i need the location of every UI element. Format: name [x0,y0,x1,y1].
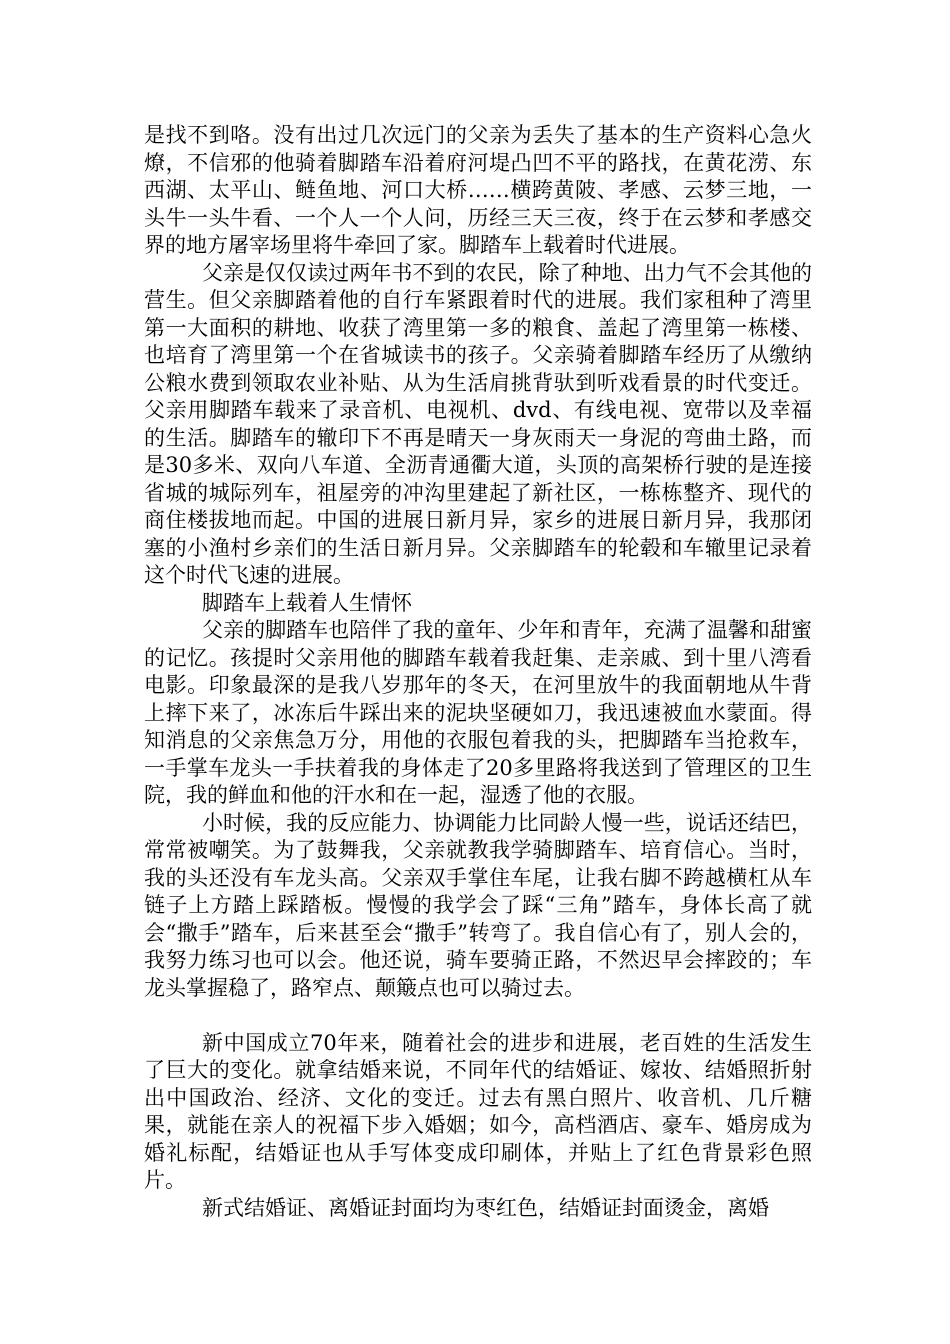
paragraph-7: 新式结婚证、离婚证封面均为枣红色，结婚证封面烫金，离婚 [202,1195,769,1220]
paragraph-1: 是找不到咯。没有出过几次远门的父亲为丢失了基本的生产资料心急火燎，不信邪的他骑着脚踏车沿着府河堤凸凹不平的路找，在黄花涝、东西湖、太平山、鲢鱼地、河口大桥……横跨黄陂、孝感、云梦三地，一头牛一头牛看、一个人一个人问，历经三天三夜，终于在云梦和孝感交界的地方屠宰场里将牛牵回了家。脚踏车上载着时代进展。 [144,123,812,257]
section-heading: 脚踏车上载着人生情怀 [202,590,412,615]
paragraph-2: 父亲是仅仅读过两年书不到的农民，除了种地、出力气不会其他的营生。但父亲脚踏着他的自行车紧跟着时代的进展。我们家租种了湾里第一大面积的耕地、收获了湾里第一多的粮食、盖起了湾里第一栋楼、也培育了湾里第一个在省城读书的孩子。父亲骑着脚踏车经历了从缴纳公粮水费到领取农业补贴、从为生活肩挑背驮到听戏看景的时代变迁。父亲用脚踏车载来了录音机、电视机、dvd、有线电视、宽带以及幸福的生活。脚踏车的辙印下不再是晴天一身灰雨天一身泥的弯曲土路，而是30多米、双向八车道、全沥青通衢大道，头顶的高架桥行驶的是连接省城的城际列车，祖屋旁的冲沟里建起了新社区，一栋栋整齐、现代的商住楼拔地而起。中国的进展日新月异，家乡的进展日新月异，我那闭塞的小渔村乡亲们的生活日新月异。父亲脚踏车的轮毂和车辙里记录着这个时代飞速的进展。 [144,260,812,587]
document-page [144,122,812,1222]
paragraph-5: 小时候，我的反应能力、协调能力比同龄人慢一些，说话还结巴，常常被嘲笑。为了鼓舞我，父亲就教我学骑脚踏车、培育信心。当时，我的头还没有车龙头高。父亲双手掌住车尾，让我右脚不跨越横杠从车链子上方踏上踩踏板。慢慢的我学会了踩“三角”踏车，身体长高了就会“撒手”踏车，后来甚至会“撒手”转弯了。我自信心有了，别人会的，我努力练习也可以会。他还说，骑车要骑正路，不然迟早会摔跤的；车龙头掌握稳了，路窄点、颠簸点也可以骑过去。 [144,810,812,1000]
paragraph-6: 新中国成立70年来，随着社会的进步和进展，老百姓的生活发生了巨大的变化。就拿结婚来说，不同年代的结婚证、嫁妆、结婚照折射出中国政治、经济、文化的变迁。过去有黑白照片、收音机、几斤糖果，就能在亲人的祝福下步入婚姻；如今，高档酒店、豪车、婚房成为婚礼标配，结婚证也从手写体变成印刷体，并贴上了红色背景彩色照片。 [144,1030,812,1192]
blank-line [144,1002,812,1030]
paragraph-4: 父亲的脚踏车也陪伴了我的童年、少年和青年，充满了温馨和甜蜜的记忆。孩提时父亲用他的脚踏车载着我赶集、走亲戚、到十里八湾看电影。印象最深的是我八岁那年的冬天，在河里放牛的我面朝地从牛背上摔下来了，冰冻后牛踩出来的泥块坚硬如刀，我迅速被血水蒙面。得知消息的父亲焦急万分，用他的衣服包着我的头，把脚踏车当抢救车，一手掌车龙头一手扶着我的身体走了20多里路将我送到了管理区的卫生院，我的鲜血和他的汗水和在一起，湿透了他的衣服。 [144,618,812,807]
